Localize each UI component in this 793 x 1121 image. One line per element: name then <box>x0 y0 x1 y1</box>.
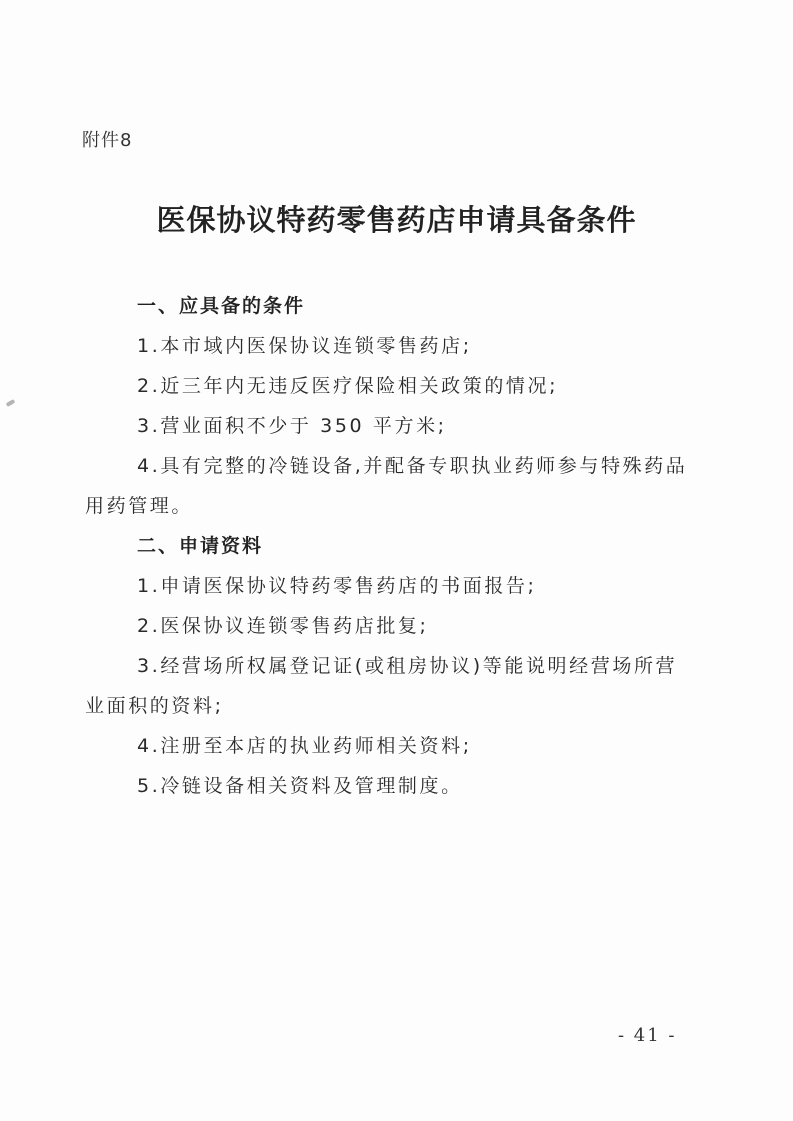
requirement-item-3: 3.营业面积不少于 350 平方米; <box>137 415 447 437</box>
document-body <box>85 286 690 806</box>
requirement-item-1: 1.本市域内医保协议连锁零售药店; <box>137 335 472 357</box>
requirement-item-2: 2.近三年内无违反医疗保险相关政策的情况; <box>137 375 559 397</box>
material-item-4: 4.注册至本店的执业药师相关资料; <box>137 735 472 757</box>
material-item-2: 2.医保协议连锁零售药店批复; <box>137 615 429 637</box>
section-heading-materials: 二、申请资料 <box>137 535 264 557</box>
section-heading-requirements: 一、应具备的条件 <box>137 295 306 317</box>
material-item-1: 1.申请医保协议特药零售药店的书面报告; <box>137 575 537 597</box>
page-number: - 41 - <box>618 1025 677 1046</box>
requirement-item-4-line-2: 用药管理。 <box>85 495 194 517</box>
material-item-5: 5.冷链设备相关资料及管理制度。 <box>137 775 463 797</box>
document-title: 医保协议特药零售药店申请具备条件 <box>156 203 637 237</box>
material-item-3-line-2: 业面积的资料; <box>85 695 224 717</box>
attachment-label: 附件8 <box>82 130 133 151</box>
scan-speck <box>6 399 16 407</box>
requirement-item-4-line-1: 4.具有完整的冷链设备,并配备专职执业药师参与特殊药品 <box>137 455 688 477</box>
material-item-3-line-1: 3.经营场所权属登记证(或租房协议)等能说明经营场所营 <box>137 655 678 677</box>
